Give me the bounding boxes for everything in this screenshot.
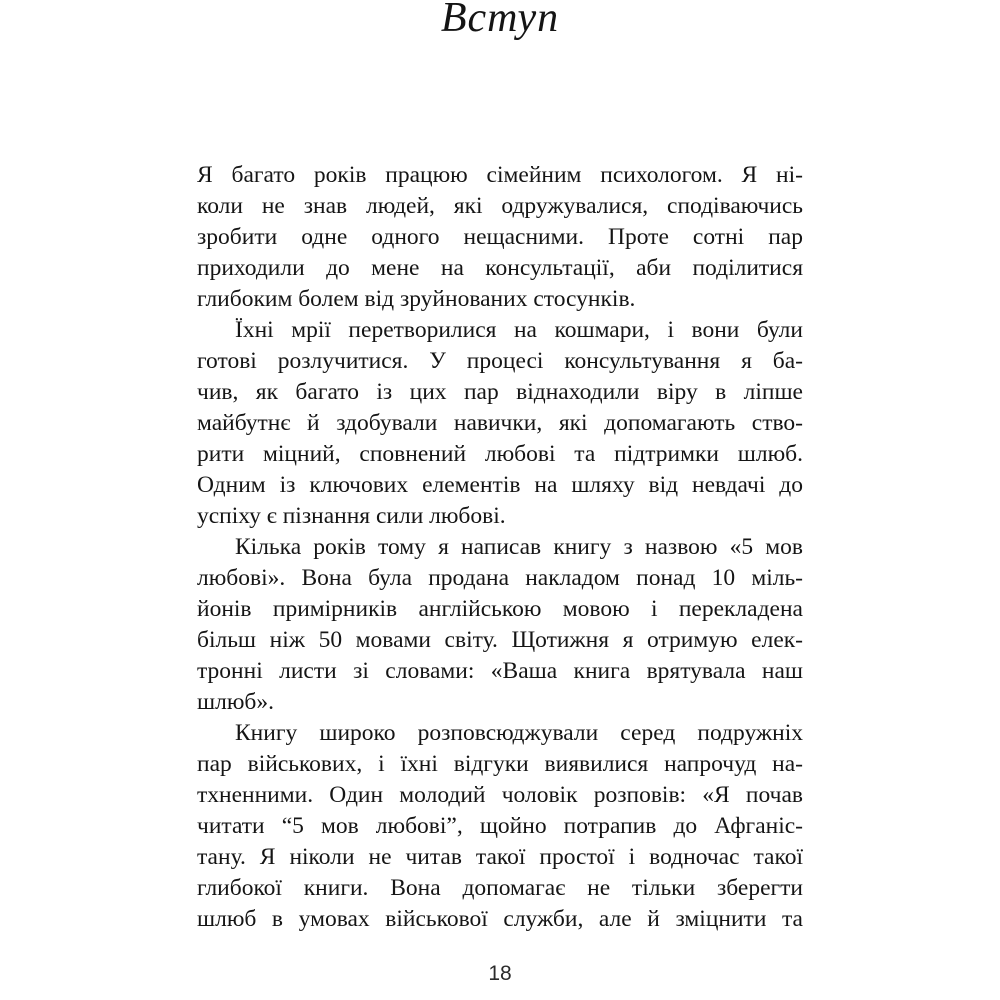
text-line: приходили до мене на консультації, аби поділитися (197, 255, 803, 281)
text-line: любові». Вона була продана накладом понад 10 міль- (197, 565, 803, 591)
text-line: рити міцний, сповнений любові та підтримки шлюб. (197, 441, 803, 467)
text-line: пар військових, і їхні відгуки виявилися напрочуд на- (197, 751, 803, 777)
text-line: готові розлучитися. У процесі консультування я ба- (197, 348, 803, 374)
chapter-title: Вступ (440, 0, 560, 41)
text-line: зробити одне одного нещасними. Проте сотні пар (197, 224, 803, 250)
paragraph (197, 160, 803, 315)
text-line: Одним із ключових елементів на шляху від невдачі до (197, 472, 803, 498)
text-line: Їхні мрії перетворилися на кошмари, і вони були (235, 317, 803, 343)
text-line: читати “5 мов любові”, щойно потрапив до Афганіс- (197, 813, 803, 839)
text-line: шлюб». (197, 689, 274, 715)
text-line: успіху є пізнання сили любові. (197, 503, 506, 529)
text-line: чив, як багато із цих пар віднаходили віру в ліпше (197, 379, 803, 405)
paragraph (197, 315, 803, 532)
text-block (197, 160, 803, 935)
text-line: Я багато років працюю сімейним психологом. Я ні- (197, 162, 803, 188)
text-line: йонів примірників англійською мовою і перекладена (197, 596, 803, 622)
text-line: більш ніж 50 мовами світу. Щотижня я отримую елек- (197, 627, 803, 653)
text-line: тхненними. Один молодий чоловік розповів: «Я почав (197, 782, 803, 808)
text-line: Кілька років тому я написав книгу з назвою «5 мов (235, 534, 803, 560)
paragraph (197, 532, 803, 718)
text-line: коли не знав людей, які одружувалися, сподіваючись (197, 193, 803, 219)
paragraph (197, 718, 803, 935)
text-line: тану. Я ніколи не читав такої простої і водночас такої (197, 844, 803, 870)
page-number: 18 (488, 962, 512, 985)
text-line: майбутнє й здобували навички, які допомагають ство- (197, 410, 803, 436)
text-line: шлюб в умовах військової служби, але й зміцнити та (197, 906, 803, 932)
text-line: тронні листи зі словами: «Ваша книга врятувала наш (197, 658, 803, 684)
text-line: глибокої книги. Вона допомагає не тільки зберегти (197, 875, 803, 901)
text-line: Книгу широко розповсюджували серед подружніх (235, 720, 803, 746)
text-line: глибоким болем від зруйнованих стосунків. (197, 286, 636, 312)
